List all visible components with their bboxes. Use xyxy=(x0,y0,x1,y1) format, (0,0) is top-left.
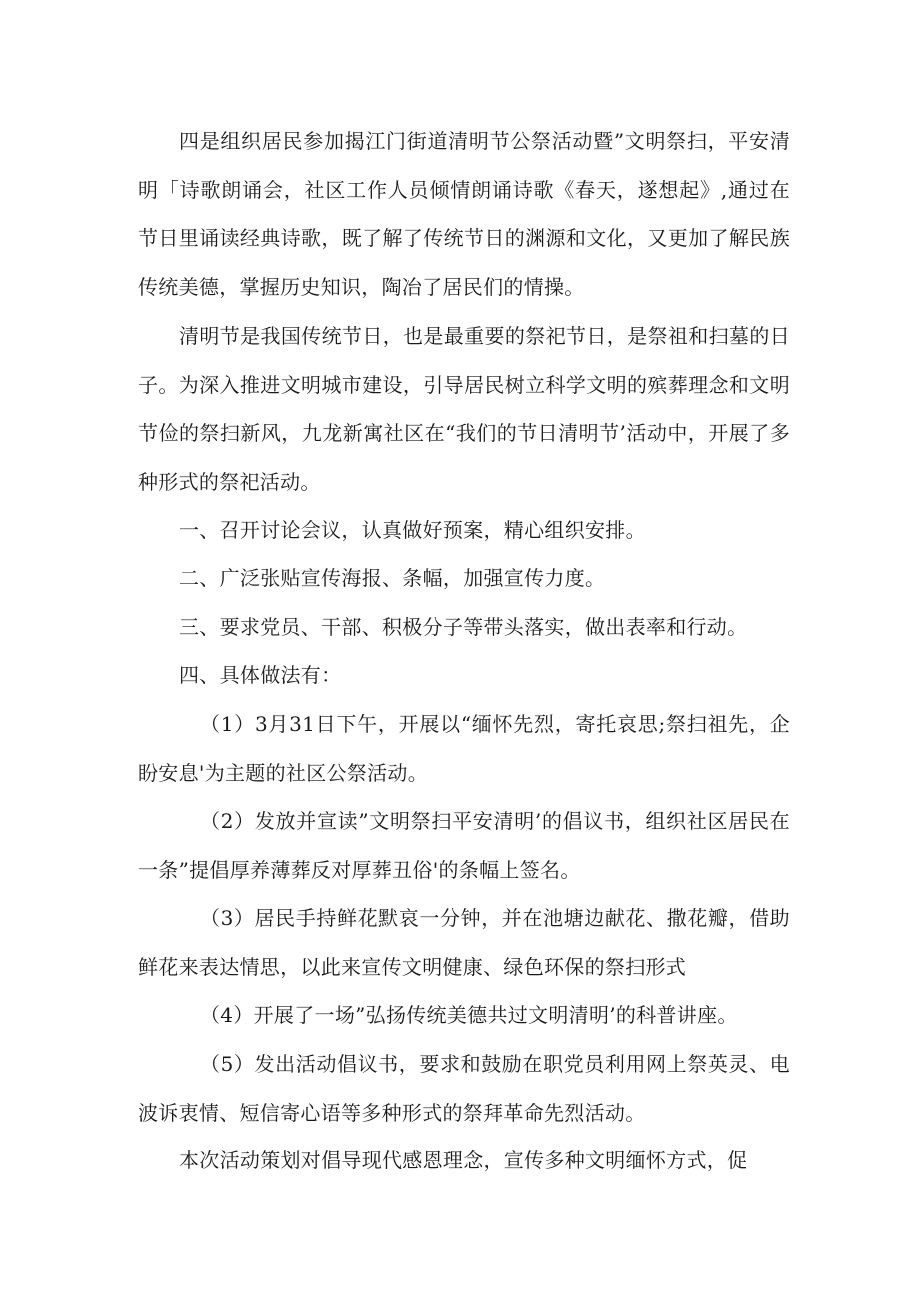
paragraph-item-four: 四、具体做法有： xyxy=(179,663,342,687)
paragraph-item-two: 二、广泛张贴宣传海报、条幅，加强宣传力度。 xyxy=(179,566,606,590)
paragraph-summary: 本次活动策划对倡导现代感恩理念，宣传多种文明缅怀方式，促 xyxy=(179,1148,748,1172)
paragraph-item-one: 一、召开讨论会议，认真做好预案，精心组织安排。 xyxy=(179,518,646,542)
paragraph-subitem-4: （4）开展了一场”弘扬传统美德共过文明清明’的科普讲座。 xyxy=(200,1003,738,1027)
paragraph-subitem-2: （2）发放并宣读”文明祭扫平安清明’的倡议书，组织社区居民在一条”提倡厚养薄葬反对厚葬丑俗'的条幅上签名。 xyxy=(138,809,790,882)
paragraph-item-three: 三、要求党员、干部、积极分子等带头落实，做出表率和行动。 xyxy=(179,615,748,639)
paragraph-qingming-intro: 清明节是我国传统节日，也是最重要的祭祀节日，是祭祖和扫墓的日子。为深入推进文明城市建设，引导居民树立科学文明的殡葬理念和文明节俭的祭扫新风，九龙新寓社区在“我们的节日清明节’活动中，开展了多种形式的祭祀活动。 xyxy=(138,324,790,494)
paragraph-subitem-3: （3）居民手持鲜花默哀一分钟，并在池塘边献花、撒花瓣，借助鲜花来表达情思，以此来宣传文明健康、绿色环保的祭扫形式 xyxy=(138,906,790,979)
paragraph-qingming-poetry: 四是组织居民参加揭江门街道清明节公祭活动暨”文明祭扫，平安清明「诗歌朗诵会，社区工作人员倾情朗诵诗歌《春天，遂想起》,通过在节日里诵读经典诗歌，既了解了传统节日的渊源和文化，又更加了解民族传统美德，掌握历史知识，陶冶了居民们的情操。 xyxy=(138,129,790,299)
paragraph-subitem-1: （1）3月31日下午，开展以“缅怀先烈，寄托哀思;祭扫祖先，企盼安息'为主题的社区公祭活动。 xyxy=(138,712,790,785)
paragraph-subitem-5: （5）发出活动倡议书，要求和鼓励在职党员利用网上祭英灵、电波诉衷情、短信寄心语等多种形式的祭拜革命先烈活动。 xyxy=(138,1052,790,1125)
